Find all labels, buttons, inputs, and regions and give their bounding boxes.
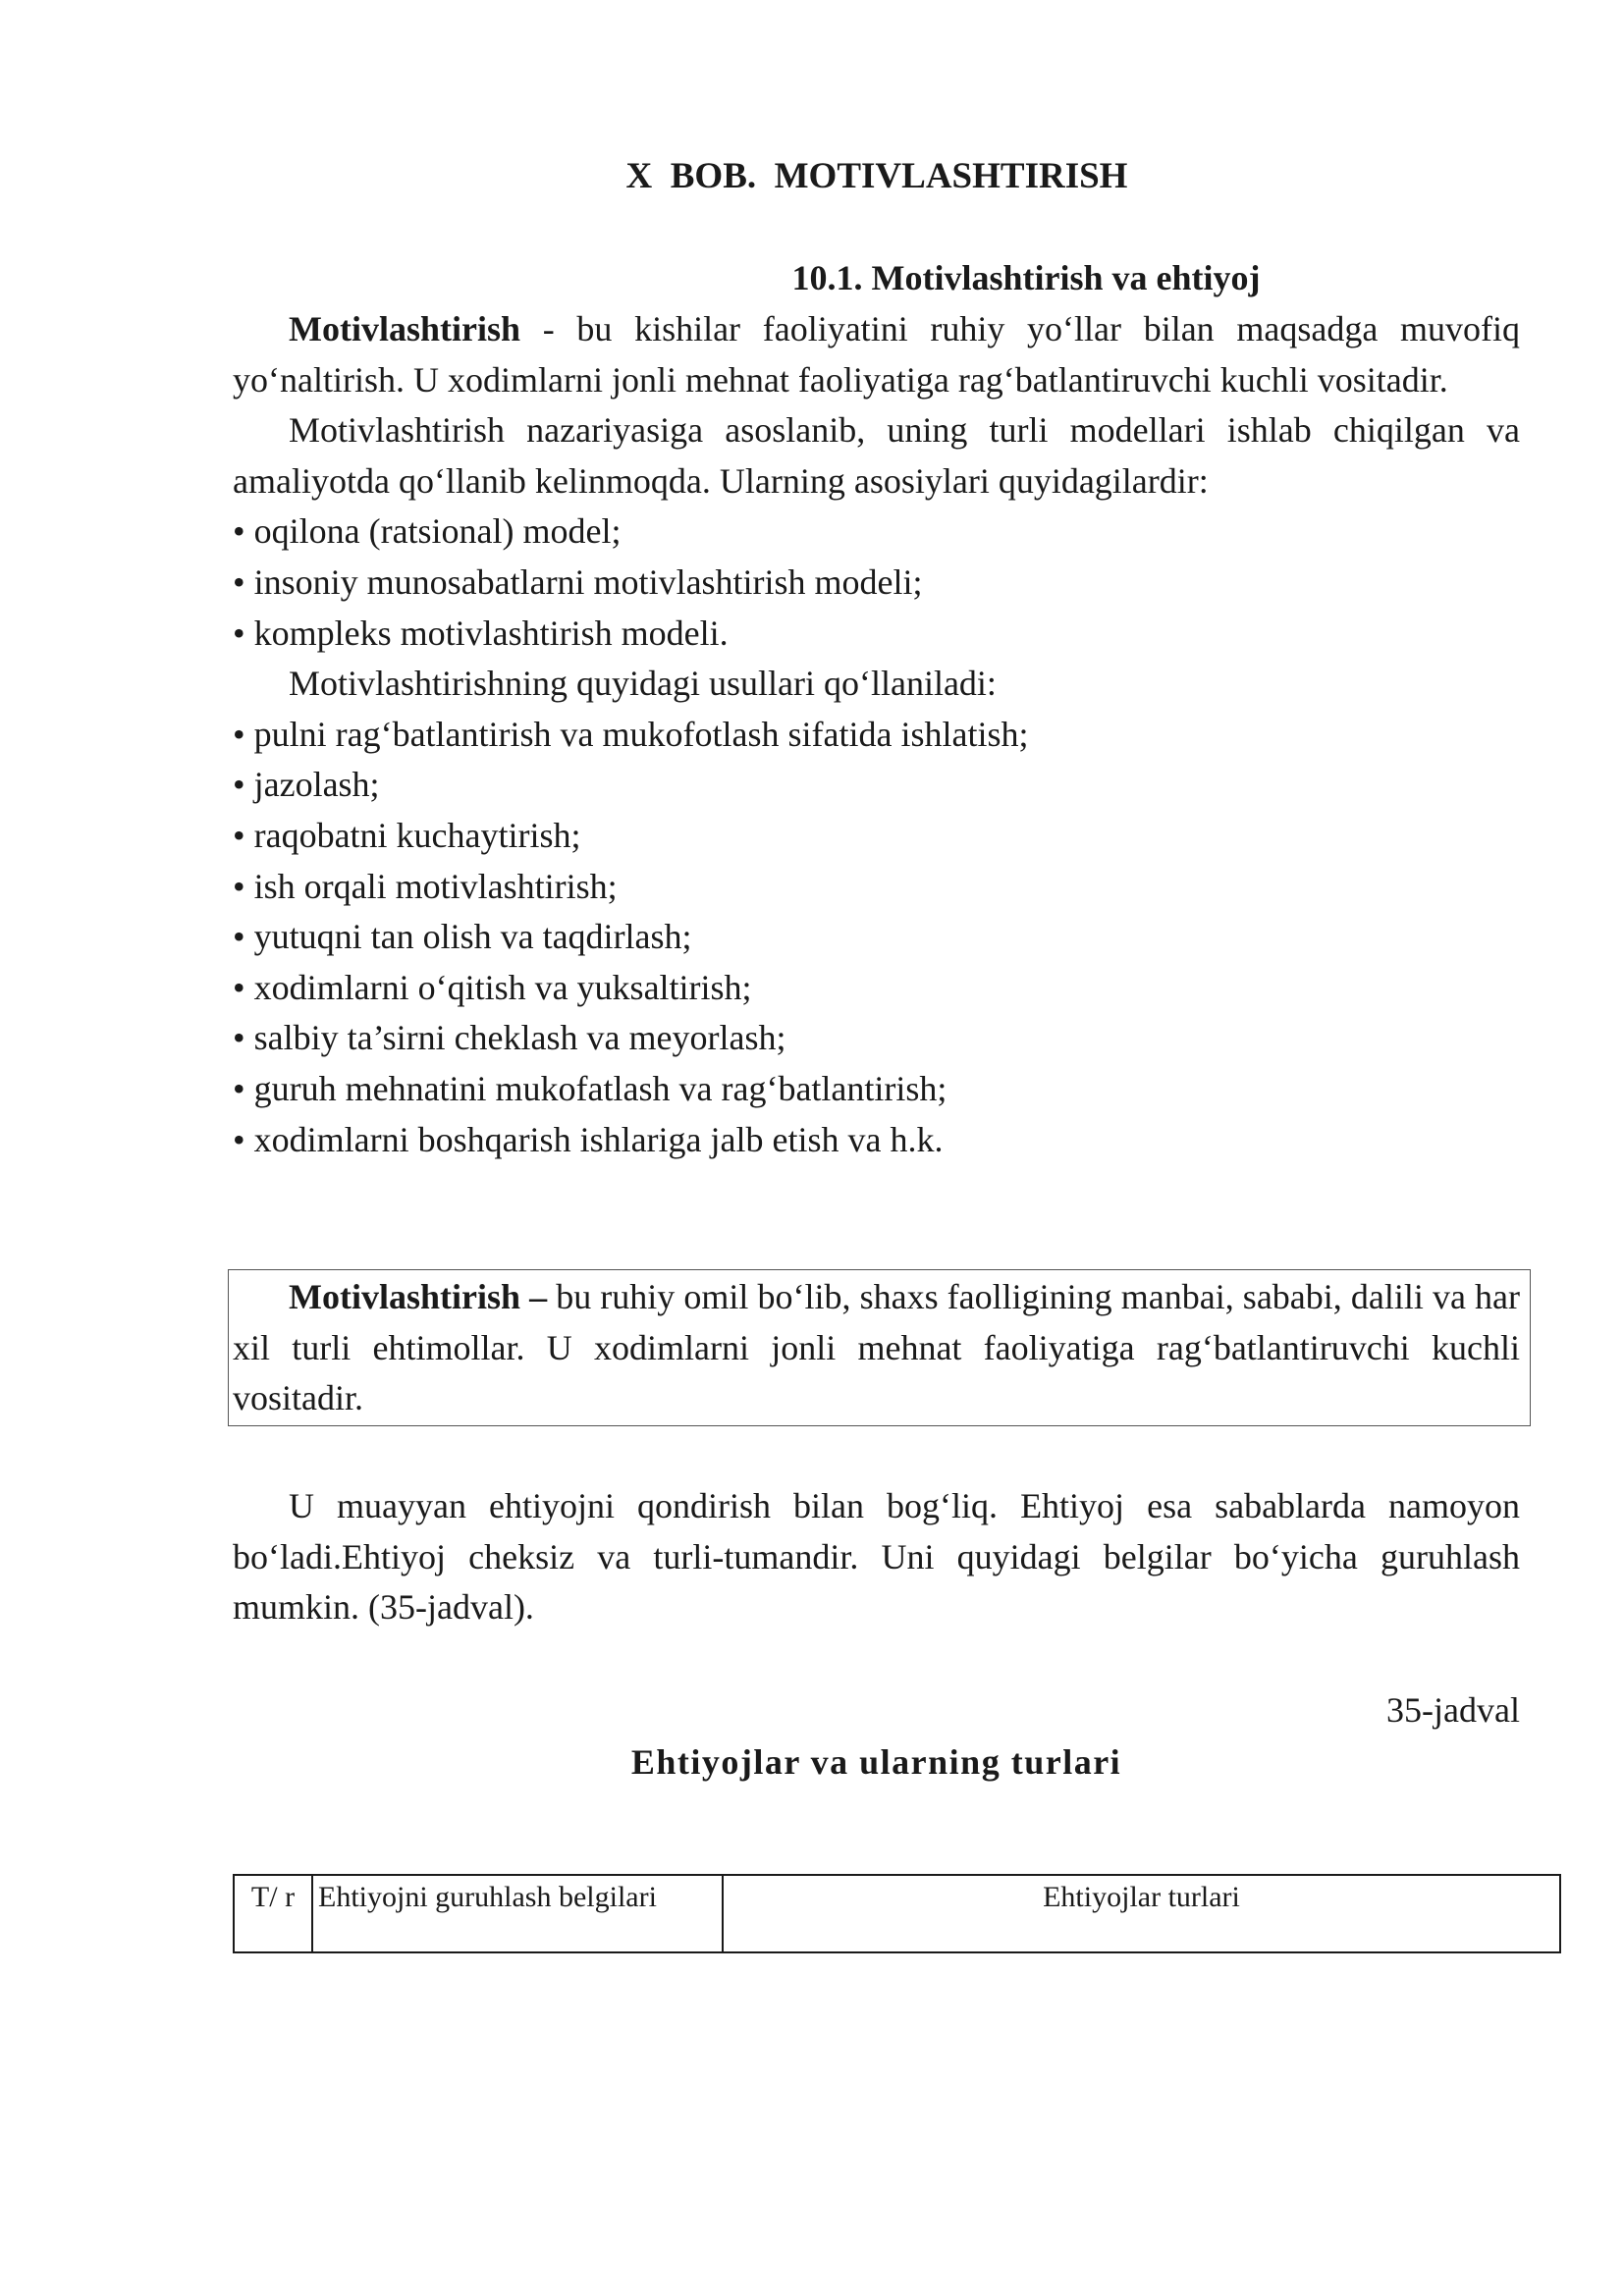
chapter-title: X BOB. MOTIVLASHTIRISH xyxy=(625,156,1128,196)
methods-intro: Motivlashtirishning quyidagi usullari qo‘llaniladi: xyxy=(289,664,997,704)
table-number: 35-jadval xyxy=(1386,1690,1520,1730)
main-text xyxy=(233,304,1520,1165)
list-item: • guruh mehnatini mukofatlash va rag‘batlantirish; xyxy=(233,1068,947,1108)
table-title: Ehtiyojlar va ularning turlari xyxy=(630,1742,1122,1782)
needs-paragraph: U muayyan ehtiyojni qondirish bilan bog‘liq. Ehtiyoj esa sabablarda namoyon bo‘ladi.Ehtiyoj cheksiz va turli-tumandir. Uni quyidagi belgilar bo‘yicha guruhlash mumkin. (35-jadval). xyxy=(233,1486,1520,1628)
header-need-types: Ehtiyojlar turlari xyxy=(723,1875,1560,1952)
list-item: • xodimlarni boshqarish ishlariga jalb etish va h.k. xyxy=(233,1119,944,1159)
header-grouping-criteria: Ehtiyojni guruhlash belgilari xyxy=(312,1875,723,1952)
definition-text: bu ruhiy omil bo‘lib, shaxs faolligining manbai, sababi, dalili va har xil turli ehtimollar. U xodimlarni jonli mehnat faoliyatiga rag‘batlantiruvchi kuchli vositadir. xyxy=(233,1277,1520,1418)
models-list xyxy=(233,507,1520,659)
list-item: • insoniy munosabatlarni motivlashtirish modeli; xyxy=(233,561,923,602)
list-item: • xodimlarni o‘qitish va yuksaltirish; xyxy=(233,967,752,1007)
section-title: 10.1. Motivlashtirish va ehtiyoj xyxy=(791,258,1261,297)
models-intro: Motivlashtirish nazariyasiga asoslanib, uning turli modellari ishlab chiqilgan va amaliyotda qo‘llanib kelinmoqda. Ularning asosiylari quyidagilardir: xyxy=(233,410,1520,501)
list-item: • raqobatni kuchaytirish; xyxy=(233,815,581,855)
intro-paragraph xyxy=(233,304,1520,405)
list-item: • oqilona (ratsional) model; xyxy=(233,511,622,552)
list-item: • yutuqni tan olish va taqdirlash; xyxy=(233,917,692,957)
needs-table xyxy=(233,1874,1561,1953)
methods-list xyxy=(233,710,1520,1165)
list-item: • salbiy ta’sirni cheklash va meyorlash; xyxy=(233,1018,786,1058)
table-header-row xyxy=(234,1875,1560,1952)
list-item: • pulni rag‘batlantirish va mukofotlash sifatida ishlatish; xyxy=(233,714,1029,754)
definition-term: Motivlashtirish – xyxy=(289,1277,548,1316)
list-item: • ish orqali motivlashtirish; xyxy=(233,866,618,906)
intro-definition: - bu kishilar faoliyatini ruhiy yo‘llar bilan maqsadga muvofiq yo‘naltirish. U xodimlarni jonli mehnat faoliyatiga rag‘batlantiruvchi kuchli vositadir. xyxy=(233,309,1520,400)
list-item: • jazolash; xyxy=(233,765,380,805)
intro-term: Motivlashtirish xyxy=(289,309,521,348)
list-item: • kompleks motivlashtirish modeli. xyxy=(233,613,729,653)
definition-box xyxy=(233,1272,1520,1424)
header-number: T/ r xyxy=(234,1875,312,1952)
